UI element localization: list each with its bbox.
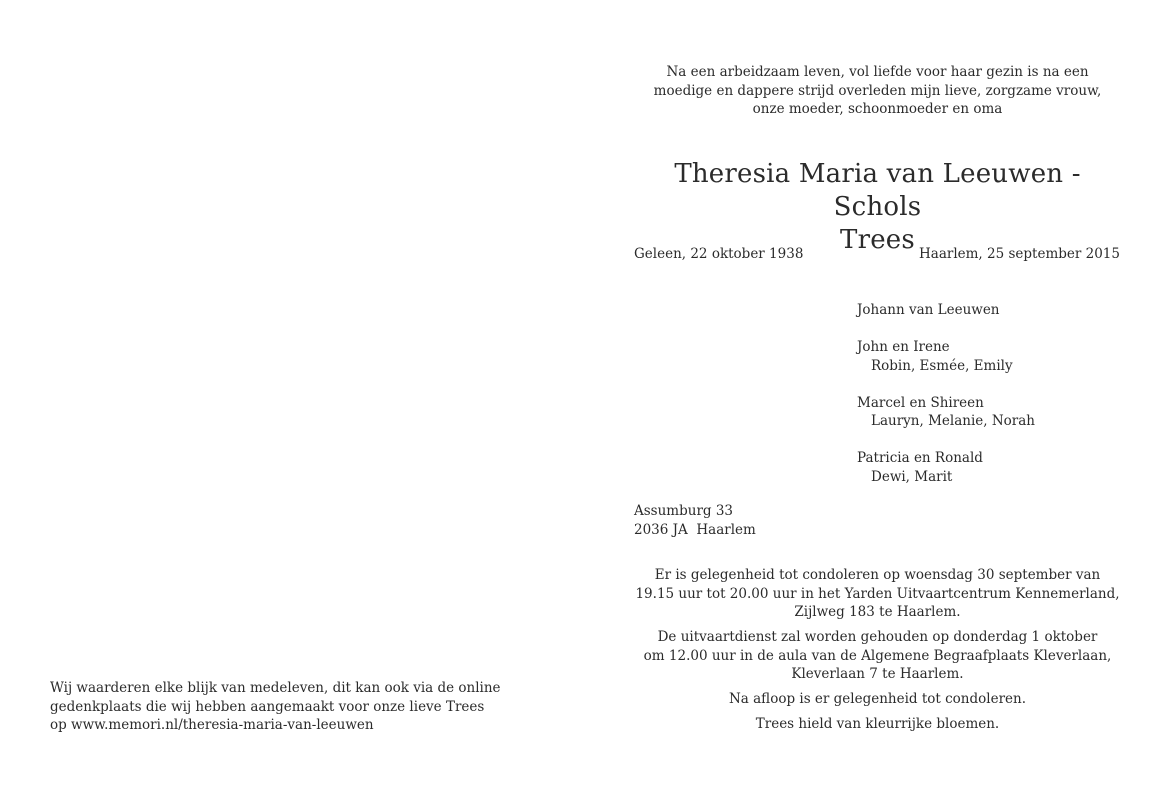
condolence-line: Zijlweg 183 te Haarlem.: [794, 604, 961, 620]
family-group: [857, 449, 1035, 486]
family-group: [857, 301, 1035, 320]
memori-note: [50, 679, 501, 735]
intro-line: Na een arbeidzaam leven, vol liefde voor haar gezin is na een: [666, 64, 1089, 80]
address-city: 2036 JA Haarlem: [634, 521, 756, 538]
after-service-note: Na afloop is er gelegenheid tot condoleren.: [728, 691, 1027, 707]
death-place-date: Haarlem, 25 september 2015: [919, 246, 1120, 262]
service-line: Kleverlaan 7 te Haarlem.: [791, 666, 964, 682]
correspondence-address: [634, 502, 756, 539]
birth-place-date: Geleen, 22 oktober 1938: [634, 246, 804, 262]
deceased-full-name: Theresia Maria van Leeuwen - Schols: [674, 159, 1081, 222]
condolence-visit: [630, 566, 1125, 622]
funeral-service: [630, 628, 1125, 684]
condolence-line: 19.15 uur tot 20.00 uur in het Yarden Uitvaartcentrum Kennemerland,: [635, 585, 1120, 602]
family-member: Marcel en Shireen: [857, 394, 984, 411]
family-member: Patricia en Ronald: [857, 450, 983, 466]
flowers-note: Trees hield van kleurrijke bloemen.: [755, 716, 1000, 732]
memori-link: op www.memori.nl/theresia-maria-van-leeuwen: [50, 717, 374, 733]
service-line: De uitvaartdienst zal worden gehouden op donderdag 1 oktober: [657, 629, 1098, 645]
grandchildren: Dewi, Marit: [871, 468, 953, 485]
family-member: Johann van Leeuwen: [857, 302, 1000, 318]
family-group: [857, 338, 1035, 375]
condolence-info: [630, 566, 1125, 740]
intro-line: moedige en dappere strijd overleden mijn lieve, zorgzame vrouw,: [653, 82, 1102, 99]
grandchildren: Lauryn, Melanie, Norah: [871, 413, 1035, 429]
deceased-name-block: [630, 158, 1125, 257]
intro-line: onze moeder, schoonmoeder en oma: [752, 101, 1003, 117]
condolence-line: Er is gelegenheid tot condoleren op woensdag 30 september van: [654, 567, 1101, 583]
deceased-nickname: Trees: [840, 225, 915, 255]
family-group: [857, 394, 1035, 431]
grandchildren: Robin, Esmée, Emily: [871, 357, 1013, 374]
family-member: John en Irene: [857, 339, 950, 355]
address-street: Assumburg 33: [634, 503, 734, 519]
memori-line: gedenkplaats die wij hebben aangemaakt voor onze lieve Trees: [50, 698, 485, 715]
intro-text: [630, 63, 1125, 119]
service-line: om 12.00 uur in de aula van de Algemene Begraafplaats Kleverlaan,: [643, 647, 1112, 664]
family-list: [857, 301, 1035, 505]
memori-line: Wij waarderen elke blijk van medeleven, dit kan ook via de online: [50, 680, 501, 696]
